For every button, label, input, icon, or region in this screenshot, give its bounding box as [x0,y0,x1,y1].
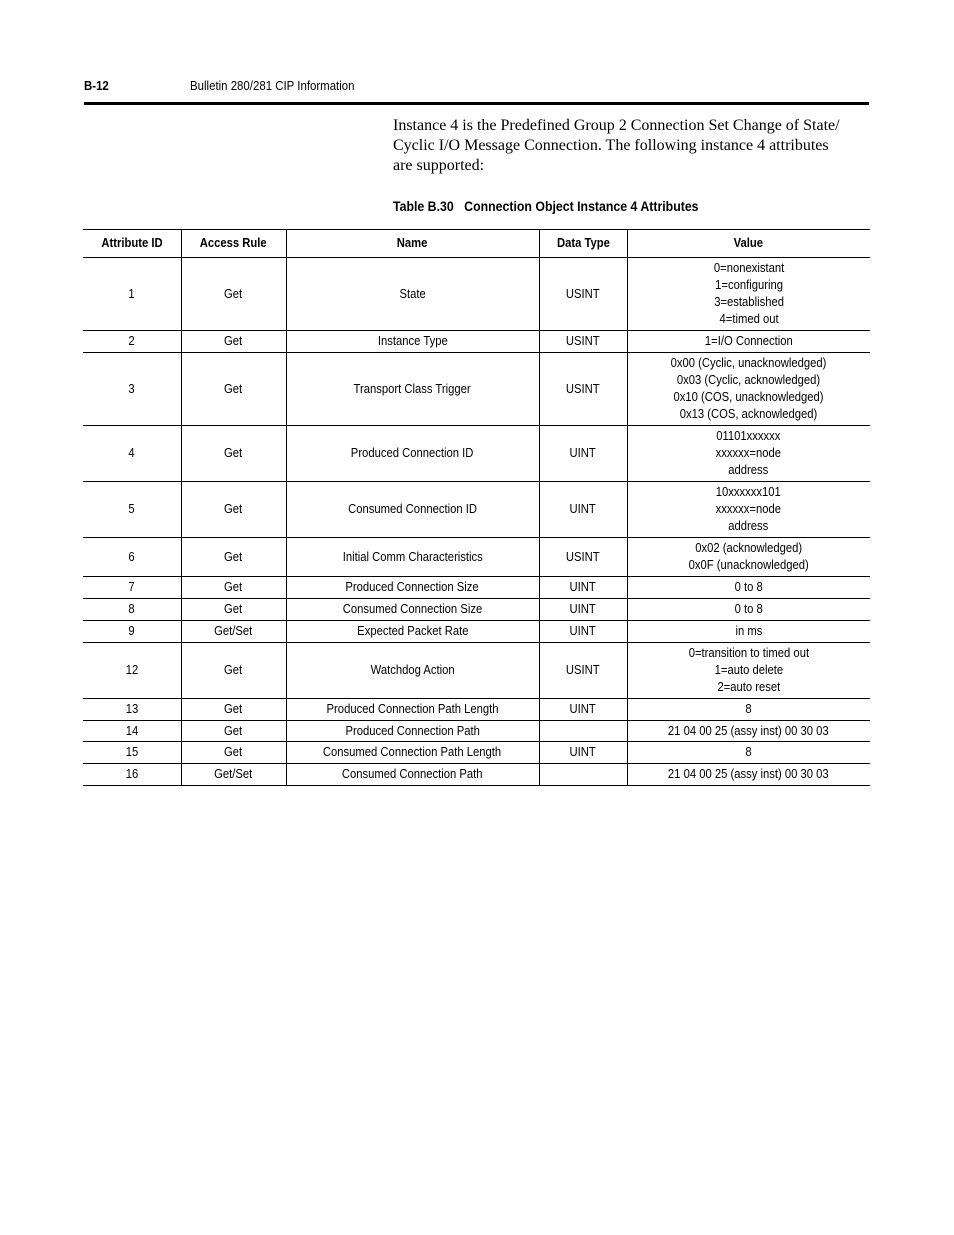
table-row [83,538,870,577]
value-line: in ms [735,624,763,638]
value-line: xxxxxx=node [716,502,782,516]
table-row [83,482,870,538]
cell-access-rule: Get [181,577,286,599]
cell-name: Consumed Connection Path Length [286,742,539,764]
value-line: 1=auto delete [714,663,783,677]
cell-value [627,538,870,577]
column-header-access-rule: Access Rule [181,230,286,258]
value-line: 3=established [713,295,784,309]
value-line: 10xxxxxx101 [716,485,782,499]
cell-access-rule: Get [181,353,286,426]
cell-attribute-id: 9 [83,621,181,643]
cell-name: Produced Connection ID [286,426,539,482]
value-line: 4=timed out [719,312,779,326]
value-line: 0 to 8 [734,602,763,616]
cell-name: Transport Class Trigger [286,353,539,426]
cell-access-rule: Get [181,643,286,699]
cell-access-rule: Get [181,331,286,353]
cell-access-rule: Get/Set [181,621,286,643]
table-row [83,764,870,786]
cell-access-rule: Get [181,699,286,721]
table-row [83,577,870,599]
cell-attribute-id: 13 [83,699,181,721]
cell-name: Produced Connection Path Length [286,699,539,721]
cell-data-type: USINT [539,643,627,699]
cell-name: Produced Connection Path [286,721,539,742]
column-header-attribute-id: Attribute ID [83,230,181,258]
cell-access-rule: Get [181,538,286,577]
cell-data-type: USINT [539,258,627,331]
table-body [83,258,870,786]
intro-line: Cyclic I/O Message Connection. The following instance 4 attributes [393,137,829,154]
cell-attribute-id: 4 [83,426,181,482]
table-caption-title: Connection Object Instance 4 Attributes [464,198,699,214]
table-caption-number: Table B.30 [393,198,454,214]
value-line: 2=auto reset [717,680,781,694]
cell-value [627,353,870,426]
page-number: B-12 [84,78,109,93]
value-line: 0=transition to timed out [688,646,809,660]
cell-attribute-id: 1 [83,258,181,331]
value-line: 21 04 00 25 (assy inst) 00 30 03 [668,767,830,781]
value-line: address [728,463,769,477]
table-row [83,599,870,621]
cell-name: Consumed Connection ID [286,482,539,538]
cell-access-rule: Get [181,721,286,742]
table-row [83,621,870,643]
value-line: 0x03 (Cyclic, acknowledged) [677,373,821,387]
cell-access-rule: Get [181,599,286,621]
cell-data-type: USINT [539,538,627,577]
cell-data-type: UINT [539,577,627,599]
cell-access-rule: Get/Set [181,764,286,786]
table-caption [393,198,699,214]
cell-data-type: UINT [539,599,627,621]
value-line: 0=nonexistant [713,261,784,275]
cell-value [627,577,870,599]
table-row [83,331,870,353]
value-line: address [728,519,769,533]
value-line: 1=I/O Connection [704,334,793,348]
cell-access-rule: Get [181,426,286,482]
cell-name: State [286,258,539,331]
table-row [83,426,870,482]
value-line: xxxxxx=node [716,446,782,460]
value-line: 8 [745,745,752,759]
cell-name: Produced Connection Size [286,577,539,599]
running-title: Bulletin 280/281 CIP Information [190,78,355,93]
cell-data-type: UINT [539,426,627,482]
cell-value [627,721,870,742]
cell-access-rule: Get [181,742,286,764]
value-line: 21 04 00 25 (assy inst) 00 30 03 [668,723,830,738]
cell-data-type [539,721,627,742]
table-row [83,258,870,331]
cell-data-type: USINT [539,353,627,426]
cell-name: Instance Type [286,331,539,353]
header-rule [84,102,869,105]
table-row [83,643,870,699]
value-line: 1=configuring [714,278,783,292]
cell-value [627,482,870,538]
cell-value [627,258,870,331]
column-header-data-type: Data Type [539,230,627,258]
cell-access-rule: Get [181,258,286,331]
cell-value [627,742,870,764]
cell-attribute-id: 16 [83,764,181,786]
table-row [83,742,870,764]
attributes-table [83,229,870,786]
cell-data-type: UINT [539,742,627,764]
cell-attribute-id: 8 [83,599,181,621]
cell-value [627,599,870,621]
value-line: 8 [745,702,752,716]
cell-attribute-id: 12 [83,643,181,699]
cell-attribute-id: 15 [83,742,181,764]
intro-line: Instance 4 is the Predefined Group 2 Connection Set Change of State/ [393,117,840,134]
intro-line: are supported: [393,157,485,174]
cell-value [627,699,870,721]
cell-attribute-id: 7 [83,577,181,599]
cell-attribute-id: 3 [83,353,181,426]
table-header-row [83,230,870,258]
cell-data-type: UINT [539,621,627,643]
cell-value [627,426,870,482]
cell-data-type: UINT [539,699,627,721]
value-line: 0 to 8 [734,580,763,594]
cell-name: Consumed Connection Size [286,599,539,621]
value-line: 01101xxxxxx [716,429,781,443]
value-line: 0x00 (Cyclic, unacknowledged) [670,356,827,370]
cell-value [627,764,870,786]
cell-name: Consumed Connection Path [286,764,539,786]
value-line: 0x13 (COS, acknowledged) [679,407,818,421]
cell-data-type: UINT [539,482,627,538]
cell-data-type: USINT [539,331,627,353]
cell-value [627,621,870,643]
intro-paragraph [393,116,873,176]
value-line: 0x02 (acknowledged) [695,541,803,555]
cell-attribute-id: 6 [83,538,181,577]
cell-name: Watchdog Action [286,643,539,699]
cell-attribute-id: 2 [83,331,181,353]
cell-data-type [539,764,627,786]
table-row [83,353,870,426]
cell-value [627,643,870,699]
cell-access-rule: Get [181,482,286,538]
column-header-value: Value [627,230,870,258]
cell-attribute-id: 14 [83,721,181,742]
table-row [83,721,870,742]
table-row [83,699,870,721]
column-header-name: Name [286,230,539,258]
cell-name: Expected Packet Rate [286,621,539,643]
cell-attribute-id: 5 [83,482,181,538]
value-line: 0x0F (unacknowledged) [688,558,809,572]
cell-value [627,331,870,353]
value-line: 0x10 (COS, unacknowledged) [673,390,824,404]
cell-name: Initial Comm Characteristics [286,538,539,577]
